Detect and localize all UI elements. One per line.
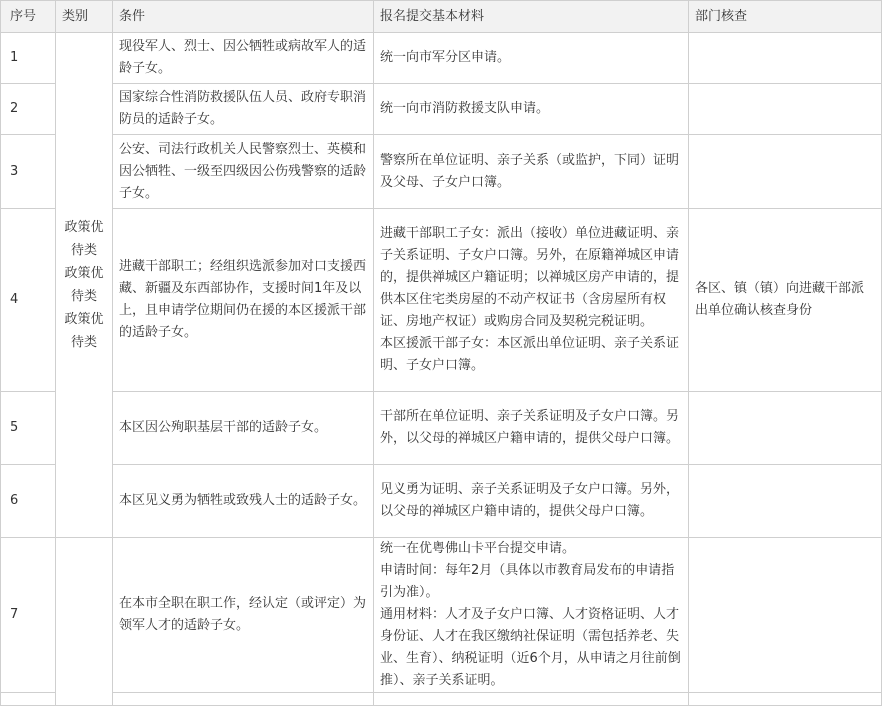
materials-text: 申请时间：每年2月（具体以市教育局发布的申请指引为准）。 [380, 563, 675, 600]
materials-cell [374, 135, 689, 209]
table-row [1, 135, 882, 209]
review-cell [689, 135, 882, 209]
materials-cell [374, 84, 689, 135]
materials-text: 干部所在单位证明、亲子关系证明及子女户口簿。另外，以父母的禅城区户籍申请的，提供父母户口簿。 [380, 409, 680, 446]
table-row-partial [1, 693, 882, 706]
review-cell [689, 538, 882, 693]
materials-text: 本区援派干部子女：本区派出单位证明、亲子关系证明、子女户口簿。 [380, 336, 680, 373]
materials-cell [374, 693, 689, 706]
table-row [1, 538, 882, 693]
category-label: 政策优待类 政策优待类 政策优待类 [64, 220, 104, 350]
review-cell [689, 392, 882, 465]
materials-text: 进藏干部职工子女：派出（接收）单位进藏证明、亲子关系证明、子女户口簿。另外，在原籍禅城区申请的，提供禅城区户籍证明；以禅城区房产申请的，提供本区住宅类房屋的不动产权证书（含房屋所有权证、房地产权证）或购房合同及契税完税证明。 [380, 226, 680, 329]
materials-text: 警察所在单位证明、亲子关系（或监护，下同）证明及父母、子女户口簿。 [380, 152, 680, 190]
row-number: 2 [1, 84, 56, 135]
condition-cell: 本区见义勇为牺牲或致残人士的适龄子女。 [113, 465, 374, 538]
materials-cell [374, 392, 689, 465]
condition-cell: 在本市全职在职工作，经认定（或评定）为领军人才的适龄子女。 [113, 538, 374, 693]
materials-cell [374, 209, 689, 392]
row-number: 6 [1, 465, 56, 538]
header-row [1, 1, 882, 33]
row-number: 1 [1, 33, 56, 84]
materials-text: 通用材料：人才及子女户口簿、人才资格证明、人才身份证、人才在我区缴纳社保证明（需包括养老、失业、生育）、纳税证明（近6个月，从申请之月往前倒推）、亲子关系证明。 [380, 607, 681, 688]
table-row [1, 392, 882, 465]
review-cell: 各区、镇（镇）向进藏干部派出单位确认核查身份 [689, 209, 882, 392]
row-number: 4 [1, 209, 56, 392]
category-cell-empty [56, 538, 113, 706]
materials-cell [374, 538, 689, 693]
materials-text: 见义勇为证明、亲子关系证明及子女户口簿。另外，以父母的禅城区户籍申请的，提供父母户口簿。 [380, 482, 680, 519]
header-category: 类别 [56, 1, 113, 33]
row-number: 5 [1, 392, 56, 465]
condition-cell: 本区因公殉职基层干部的适龄子女。 [113, 392, 374, 465]
table-row [1, 33, 882, 84]
table-row [1, 84, 882, 135]
materials-text: 统一向市消防救援支队申请。 [380, 101, 550, 116]
row-number [1, 693, 56, 706]
condition-cell: 进藏干部职工；经组织选派参加对口支援西藏、新疆及东西部协作，支援时间1年及以上，且申请学位期间仍在援的本区援派干部的适龄子女。 [113, 209, 374, 392]
condition-cell: 国家综合性消防救援队伍人员、政府专职消防员的适龄子女。 [113, 84, 374, 135]
header-no: 序号 [1, 1, 56, 33]
review-cell [689, 33, 882, 84]
condition-cell [113, 693, 374, 706]
table-row [1, 465, 882, 538]
review-cell [689, 84, 882, 135]
table-row [1, 209, 882, 392]
materials-cell [374, 33, 689, 84]
condition-cell: 公安、司法行政机关人民警察烈士、英模和因公牺牲、一级至四级因公伤残警察的适龄子女。 [113, 135, 374, 209]
materials-text: 统一向市军分区申请。 [380, 50, 511, 65]
materials-cell [374, 465, 689, 538]
materials-text: 统一在优粤佛山卡平台提交申请。 [380, 541, 576, 556]
header-materials: 报名提交基本材料 [374, 1, 689, 33]
review-cell [689, 465, 882, 538]
header-review: 部门核查 [689, 1, 882, 33]
row-number: 7 [1, 538, 56, 693]
header-condition: 条件 [113, 1, 374, 33]
condition-cell: 现役军人、烈士、因公牺牲或病故军人的适龄子女。 [113, 33, 374, 84]
row-number: 3 [1, 135, 56, 209]
category-cell [56, 33, 113, 538]
review-cell [689, 693, 882, 706]
